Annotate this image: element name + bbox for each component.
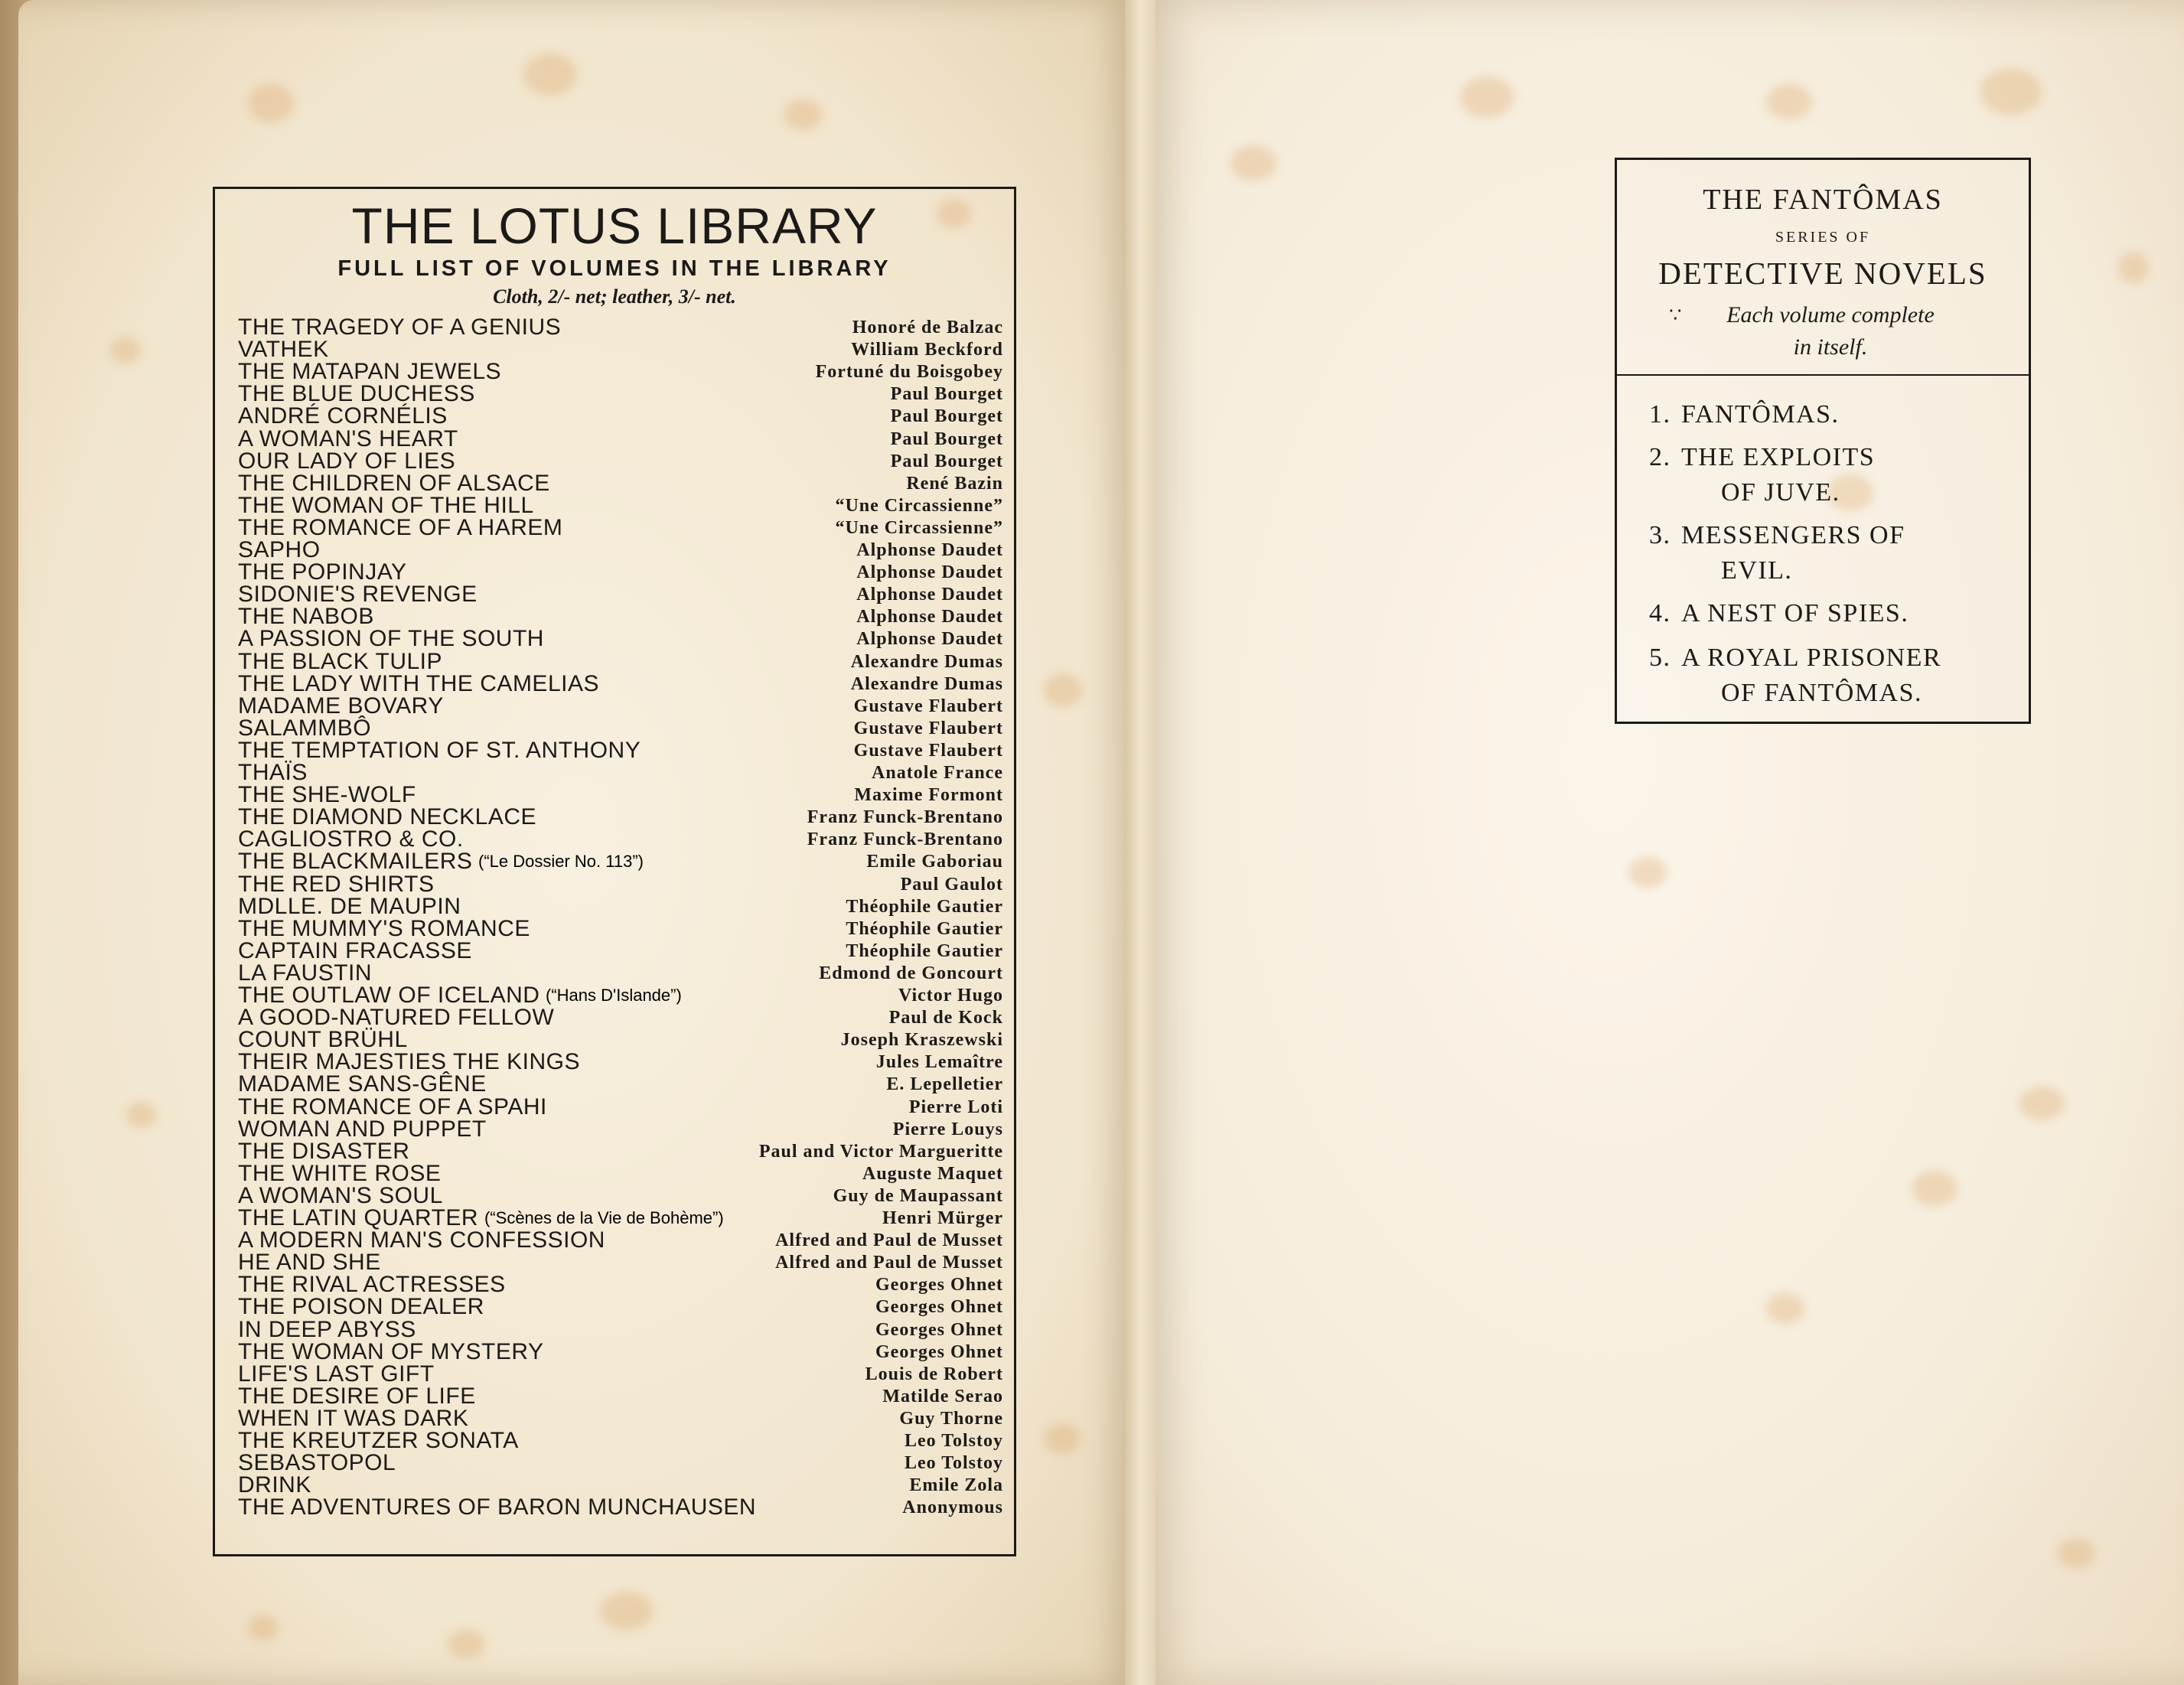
book-row [238, 784, 1003, 807]
book-title: THE OUTLAW OF ICELAND [238, 983, 540, 1008]
book-author: Paul Bourget [890, 406, 1003, 426]
fantomas-volume-title-line1: FANTÔMAS. [1681, 400, 1840, 429]
book-author: Gustave Flaubert [853, 696, 1003, 716]
book-author: Alfred and Paul de Musset [775, 1253, 1003, 1273]
book-author: Théophile Gautier [846, 941, 1003, 961]
fantomas-note [1666, 299, 1995, 363]
book-title-note: (“Scènes de la Vie de Bohème”) [484, 1208, 724, 1227]
book-title: THE POPINJAY [238, 559, 407, 585]
book-title: MADAME SANS-GÊNE [238, 1071, 487, 1097]
book-row [238, 984, 1003, 1007]
book-title: THE LATIN QUARTER [238, 1205, 479, 1230]
book-row [238, 1028, 1003, 1051]
fantomas-volume-title-line1: MESSENGERS OF [1681, 521, 1905, 549]
book-title: CAGLIOSTRO & CO. [238, 826, 464, 852]
book-row [238, 1073, 1003, 1096]
book-row [238, 850, 1003, 873]
book-author: Honoré de Balzac [852, 318, 1003, 337]
fantomas-volume-title [1681, 397, 1987, 432]
book-title: LA FAUSTIN [238, 960, 373, 986]
fantomas-volume-item [1649, 518, 1987, 588]
book-title: THE ROMANCE OF A HAREM [238, 515, 563, 540]
book-row [238, 316, 1003, 339]
fantomas-volume-title-line1: THE EXPLOITS [1681, 443, 1876, 471]
book-row [238, 539, 1003, 562]
book-author: “Une Circassienne” [835, 518, 1003, 538]
book-row [238, 1185, 1003, 1208]
book-author: “Une Circassienne” [835, 496, 1003, 516]
book-author: Pierre Louys [892, 1120, 1003, 1139]
book-row [238, 1429, 1003, 1452]
book-row [238, 1229, 1003, 1252]
book-author: Alfred and Paul de Musset [775, 1230, 1003, 1250]
book-author: Emile Gaboriau [866, 852, 1003, 872]
fantomas-volume-number: 1. [1649, 400, 1671, 429]
lotus-library-title: THE LOTUS LIBRARY [351, 197, 878, 254]
book-author: Jules Lemaître [875, 1052, 1003, 1072]
book-title: THE WHITE ROSE [238, 1161, 442, 1186]
book-title: THE DIAMOND NECKLACE [238, 804, 537, 829]
book-row [238, 695, 1003, 718]
book-title: A PASSION OF THE SOUTH [238, 626, 544, 651]
book-author: Alexandre Dumas [850, 674, 1003, 694]
book-row [238, 583, 1003, 606]
book-title: MDLLE. DE MAUPIN [238, 894, 461, 919]
book-title: IN DEEP ABYSS [238, 1317, 416, 1342]
book-author: Alphonse Daudet [856, 585, 1003, 605]
book-author: Théophile Gautier [846, 919, 1003, 939]
fantomas-divider [1617, 374, 2029, 376]
book-row [238, 1363, 1003, 1386]
lotus-library-price: Cloth, 2/- net; leather, 3/- net. [493, 285, 736, 308]
book-author: Alphonse Daudet [856, 540, 1003, 560]
book-author: Franz Funck-Brentano [807, 807, 1003, 827]
book-row [238, 517, 1003, 539]
fantomas-volume-item [1649, 640, 1987, 711]
book-author: Alexandre Dumas [850, 652, 1003, 672]
book-row [238, 917, 1003, 940]
book-title: THE KREUTZER SONATA [238, 1428, 519, 1453]
fantomas-volume-item [1649, 596, 1987, 631]
book-title: THE CHILDREN OF ALSACE [238, 471, 550, 496]
book-row [238, 561, 1003, 584]
book-row [238, 828, 1003, 851]
fantomas-volume-number: 2. [1649, 443, 1671, 471]
book-title: SIDONIE'S REVENGE [238, 582, 478, 607]
book-title: THE WOMAN OF THE HILL [238, 493, 534, 518]
book-author: Victor Hugo [898, 986, 1003, 1005]
book-title: WHEN IT WAS DARK [238, 1406, 469, 1431]
book-author: René Bazin [906, 474, 1003, 494]
book-author: Pierre Loti [908, 1097, 1003, 1117]
book-row [238, 1407, 1003, 1430]
book-title: CAPTAIN FRACASSE [238, 938, 472, 963]
book-title: THE MATAPAN JEWELS [238, 359, 502, 384]
book-title: THE BLACKMAILERS [238, 849, 473, 874]
book-title: WOMAN AND PUPPET [238, 1116, 487, 1142]
book-title: SALAMMBÔ [238, 715, 372, 741]
book-author: Auguste Maquet [862, 1164, 1003, 1184]
book-title: THE RIVAL ACTRESSES [238, 1272, 506, 1297]
book-author: Paul and Victor Margueritte [758, 1142, 1003, 1162]
book-author: Georges Ohnet [875, 1342, 1003, 1362]
fantomas-volume-number: 4. [1649, 599, 1671, 627]
book-title: THE DISASTER [238, 1139, 410, 1164]
book-row [238, 1140, 1003, 1163]
book-title: THE LADY WITH THE CAMELIAS [238, 671, 599, 696]
book-row [238, 1207, 1003, 1230]
book-row [238, 1118, 1003, 1141]
book-author: Théophile Gautier [846, 897, 1003, 917]
book-title: OUR LADY OF LIES [238, 448, 456, 474]
book-author: Paul Bourget [890, 451, 1003, 471]
book-author: Fortuné du Boisgobey [815, 362, 1003, 382]
book-author: Leo Tolstoy [904, 1431, 1003, 1451]
book-row [238, 1051, 1003, 1074]
book-author: Gustave Flaubert [853, 719, 1003, 738]
book-row [238, 1296, 1003, 1318]
book-title: A MODERN MAN'S CONFESSION [238, 1227, 605, 1253]
fantomas-volume-title [1681, 640, 1987, 711]
book-title: THE POISON DEALER [238, 1294, 484, 1319]
book-row [238, 1006, 1003, 1029]
book-row [238, 650, 1003, 673]
book-row [238, 338, 1003, 361]
book-row [238, 494, 1003, 517]
book-row [238, 1273, 1003, 1296]
book-row [238, 1162, 1003, 1185]
fantomas-volume-title [1681, 518, 1987, 588]
book-author: Maxime Formont [854, 785, 1003, 805]
book-author: Georges Ohnet [875, 1320, 1003, 1340]
book-author: Anatole France [872, 763, 1003, 783]
book-author: Matilde Serao [882, 1387, 1003, 1406]
book-row [238, 405, 1003, 428]
book-author: Paul Gaulot [900, 875, 1003, 895]
book-row [238, 806, 1003, 829]
book-row [238, 1496, 1003, 1519]
book-author: Alphonse Daudet [856, 562, 1003, 582]
book-title: THE ADVENTURES OF BARON MUNCHAUSEN [238, 1494, 757, 1520]
book-title-note: (“Hans D'Islande”) [546, 986, 682, 1005]
book-title: A WOMAN'S SOUL [238, 1183, 443, 1208]
fantomas-heading: DETECTIVE NOVELS [1658, 256, 1987, 291]
book-title: THE ROMANCE OF A SPAHI [238, 1094, 547, 1120]
book-title: THE NABOB [238, 604, 374, 629]
book-author: Guy Thorne [899, 1409, 1003, 1429]
fantomas-volume-title [1681, 440, 1987, 510]
book-author: Edmond de Goncourt [819, 963, 1003, 983]
book-author: Guy de Maupassant [833, 1186, 1003, 1206]
book-row [238, 962, 1003, 985]
fantomas-volume-item [1649, 397, 1987, 432]
fantomas-volume-title-line1: A NEST OF SPIES. [1681, 599, 1909, 627]
book-author: Franz Funck-Brentano [807, 829, 1003, 849]
book-row [238, 627, 1003, 650]
book-row [238, 739, 1003, 762]
book-title: THE WOMAN OF MYSTERY [238, 1339, 544, 1364]
book-title: A WOMAN'S HEART [238, 426, 458, 451]
book-title: THE BLACK TULIP [238, 649, 443, 674]
book-author: Paul Bourget [890, 429, 1003, 449]
book-author: Alphonse Daudet [856, 607, 1003, 627]
book-title: HE AND SHE [238, 1250, 381, 1275]
book-title: THE SHE-WOLF [238, 782, 416, 807]
book-row [238, 873, 1003, 896]
book-title: THE MUMMY'S ROMANCE [238, 916, 530, 941]
book-row [238, 383, 1003, 406]
book-row [238, 1385, 1003, 1408]
lotus-library-subtitle: FULL LIST OF VOLUMES IN THE LIBRARY [337, 256, 892, 281]
fantomas-volume-number: 3. [1649, 521, 1671, 549]
book-author: Paul Bourget [890, 384, 1003, 404]
fantomas-note-line1: Each volume complete [1726, 302, 1935, 328]
book-title: COUNT BRÜHL [238, 1027, 408, 1052]
book-row [238, 1474, 1003, 1497]
book-author: Louis de Robert [865, 1364, 1003, 1384]
book-title: LIFE'S LAST GIFT [238, 1361, 435, 1387]
book-row [238, 940, 1003, 963]
book-row [238, 1452, 1003, 1475]
book-row [238, 895, 1003, 918]
book-author: Leo Tolstoy [904, 1453, 1003, 1473]
book-author: Alphonse Daudet [856, 629, 1003, 649]
book-author: Henri Mürger [882, 1208, 1003, 1228]
book-author: E. Lepelletier [886, 1074, 1003, 1094]
book-author: Joseph Kraszewski [840, 1030, 1003, 1050]
book-title: THAÏS [238, 760, 308, 785]
book-title: THE RED SHIRTS [238, 872, 435, 897]
book-author: Paul de Kock [888, 1008, 1003, 1028]
book-author: Georges Ohnet [875, 1297, 1003, 1317]
book-row [238, 1251, 1003, 1274]
book-row [238, 450, 1003, 473]
fantomas-note-mark: ∵ [1669, 304, 1682, 326]
fantomas-volume-item [1649, 440, 1987, 510]
book-row [238, 472, 1003, 495]
book-title: MADAME BOVARY [238, 693, 444, 719]
book-row [238, 1341, 1003, 1364]
book-title: THE TRAGEDY OF A GENIUS [238, 315, 562, 340]
fantomas-title: THE FANTÔMAS [1703, 184, 1943, 216]
fantomas-volume-title-line2: OF FANTÔMAS. [1721, 679, 1922, 707]
fantomas-series-of: SERIES OF [1775, 229, 1871, 246]
fantomas-volume-title [1681, 596, 1987, 631]
fantomas-series-box [1615, 158, 2031, 724]
fantomas-volume-number: 5. [1649, 644, 1671, 672]
book-title: DRINK [238, 1472, 311, 1498]
book-row [238, 1096, 1003, 1119]
book-title: THE DESIRE OF LIFE [238, 1384, 476, 1409]
book-title: SAPHO [238, 537, 321, 562]
book-title-note: (“Le Dossier No. 113”) [478, 852, 644, 871]
fantomas-volume-title-line1: A ROYAL PRISONER [1681, 644, 1942, 672]
fantomas-volume-title-line2: EVIL. [1721, 556, 1793, 585]
fantomas-note-line2: in itself. [1793, 334, 1868, 360]
book-author: Anonymous [902, 1498, 1003, 1517]
lotus-library-list-box [213, 187, 1016, 1556]
book-author: Gustave Flaubert [853, 741, 1003, 761]
book-row [238, 428, 1003, 451]
book-row [238, 605, 1003, 628]
book-title: VATHEK [238, 337, 329, 362]
book-author: Georges Ohnet [875, 1275, 1003, 1295]
book-title: THE BLUE DUCHESS [238, 381, 475, 406]
book-row [238, 761, 1003, 784]
book-title: A GOOD-NATURED FELLOW [238, 1005, 555, 1030]
book-row [238, 1318, 1003, 1341]
book-title: THEIR MAJESTIES THE KINGS [238, 1049, 581, 1074]
book-author: William Beckford [851, 340, 1003, 360]
book-title: THE TEMPTATION OF ST. ANTHONY [238, 738, 641, 763]
book-gutter [1125, 0, 1156, 1685]
book-row [238, 717, 1003, 740]
book-author: Emile Zola [909, 1475, 1003, 1495]
book-title: ANDRÉ CORNÉLIS [238, 403, 448, 429]
book-row [238, 673, 1003, 696]
book-title: SEBASTOPOL [238, 1450, 396, 1475]
book-row [238, 360, 1003, 383]
fantomas-volume-title-line2: OF JUVE. [1721, 478, 1840, 507]
